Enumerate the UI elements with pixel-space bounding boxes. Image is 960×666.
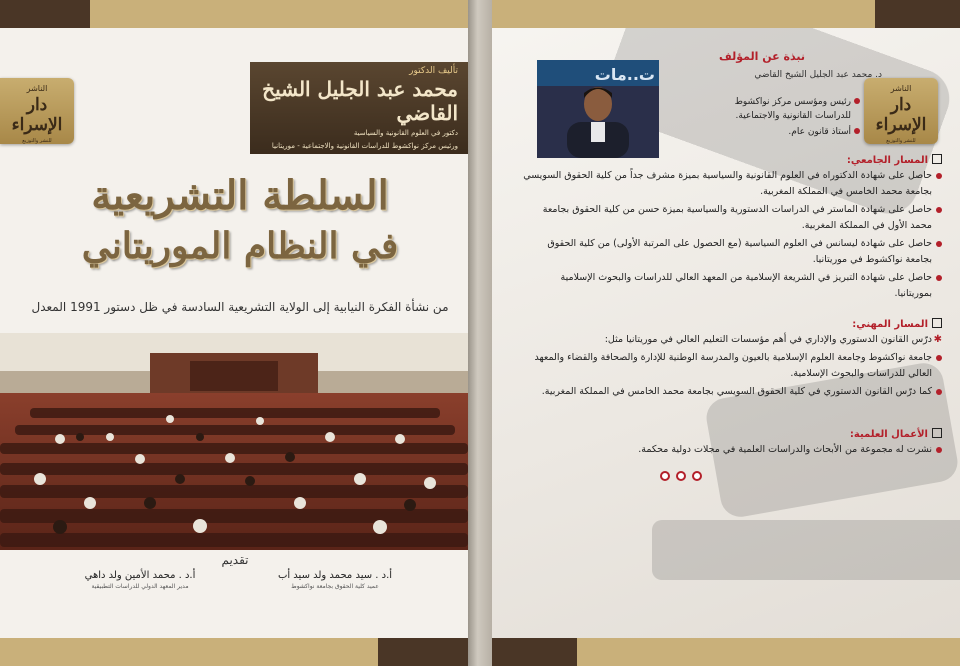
front-cover <box>0 0 468 666</box>
presenter-name: أ.د . محمد الأمين ولد داهي <box>84 570 196 581</box>
checkbox-square-icon <box>932 154 942 164</box>
presenter-name: أ.د . سيد محمد ولد سيد أب <box>277 570 393 581</box>
parliament-photo <box>0 333 468 550</box>
section-professional <box>522 318 942 400</box>
book-subtitle: من نشأة الفكرة النيابية إلى الولاية التشريعية السادسة في ظل دستور 1991 المعدل <box>31 300 449 314</box>
front-top-band <box>0 0 468 28</box>
publisher-logo-front: الناشر دار الإسراء للنشر والتوزيع <box>0 78 74 144</box>
book-title-line-2: في النظام الموريتاني <box>81 225 399 267</box>
section-heading: المسار الجامعي: <box>522 154 942 166</box>
list-item: حاصل على شهادة الدكتوراه في العلوم القانونية والسياسية بميزة مشرف جداً من كلية الحقوق السويسي بجامعة محمد الخامس في المملكة المغربية. <box>522 168 942 200</box>
author-credential: ورئيس مركز نواكشوط للدراسات القانونية والاجتماعية - موريتانيا <box>271 142 458 150</box>
bullet-icon <box>936 389 942 395</box>
section-heading: الأعمال العلمية: <box>522 428 942 440</box>
bio-item: رئيس ومؤسس مركز نواكشوط للدراسات القانونية والاجتماعية. <box>712 95 860 123</box>
author-box <box>250 62 468 154</box>
seal-icon <box>692 471 702 481</box>
about-author-heading: نبذة عن المؤلف <box>719 50 805 63</box>
presenter-role: مدير المعهد الدولي للدراسات التطبيقية <box>91 583 189 590</box>
decorative-seals <box>660 471 710 485</box>
bullet-icon <box>936 207 942 213</box>
about-author-name: د. محمد عبد الجليل الشيخ القاضي <box>754 70 882 80</box>
author-bio <box>712 95 860 141</box>
book-spine <box>468 0 492 666</box>
back-top-band <box>492 0 960 28</box>
bullet-icon <box>936 173 942 179</box>
list-item: حاصل على شهادة الماستر في الدراسات الدستورية والسياسية بميزة حسن من كلية الحقوق بجامعة محمد الأول في المملكة المغربية. <box>522 202 942 234</box>
bullet-icon <box>936 355 942 361</box>
checkbox-square-icon <box>932 318 942 328</box>
back-bottom-band <box>492 638 960 666</box>
author-name: محمد عبد الجليل الشيخ القاضي <box>262 77 458 125</box>
list-item: ✱ درّس القانون الدستوري والإداري في أهم مؤسسات التعليم العالي في موريتانيا مثل: <box>522 332 942 348</box>
bullet-icon <box>936 447 942 453</box>
presenter-role: عميد كلية الحقوق بجامعة نواكشوط <box>291 583 379 590</box>
list-item: حاصل على شهادة التبريز في الشريعة الإسلامية من المعهد العالي للدراسات والبحوث الإسلامية بموريتانيا. <box>522 270 942 302</box>
star-icon: ✱ <box>933 334 942 345</box>
presenter <box>245 570 425 590</box>
section-academic <box>522 154 942 302</box>
section-heading: المسار المهني: <box>522 318 942 330</box>
bio-item: أستاذ قانون عام. <box>712 125 860 139</box>
presented-by-label: تقديم <box>221 553 249 567</box>
presenter <box>50 570 230 590</box>
list-item: حاصل على شهادة ليسانس في العلوم السياسية (مع الحصول على المرتبة الأولى) من كلية الحقوق بجامعة نواكشوط في موريتانيا. <box>522 236 942 268</box>
photo-banner-text: ت..مات <box>594 65 655 84</box>
bullet-icon <box>854 128 860 134</box>
author-photo <box>537 60 659 158</box>
bullet-icon <box>936 275 942 281</box>
list-item: كما درّس القانون الدستوري في كلية الحقوق السويسي بجامعة محمد الخامس في المملكة المغربية. <box>522 384 942 400</box>
author-credential: دكتور في العلوم القانونية والسياسية <box>353 129 458 137</box>
back-cover <box>492 0 960 666</box>
checkbox-square-icon <box>932 428 942 438</box>
seal-icon <box>660 471 670 481</box>
publisher-logo-back: الناشر دار الإسراء للنشر والتوزيع <box>864 78 938 144</box>
section-scientific-works <box>522 428 942 458</box>
list-item: جامعة نواكشوط وجامعة العلوم الإسلامية بالعيون والمدرسة الوطنية للإدارة والصحافة والقضاء والمعهد العالي للدراسات والبحوث الإسلامية. <box>522 350 942 382</box>
seal-icon <box>676 471 686 481</box>
front-bottom-band <box>0 638 468 666</box>
author-prefix: تأليف الدكتور <box>409 66 458 76</box>
book-title-line-1: السلطة التشريعية <box>91 172 389 219</box>
bullet-icon <box>854 98 860 104</box>
list-item: نشرت له مجموعة من الأبحاث والدراسات العلمية في مجلات دولية محكمة. <box>522 442 942 458</box>
bullet-icon <box>936 241 942 247</box>
